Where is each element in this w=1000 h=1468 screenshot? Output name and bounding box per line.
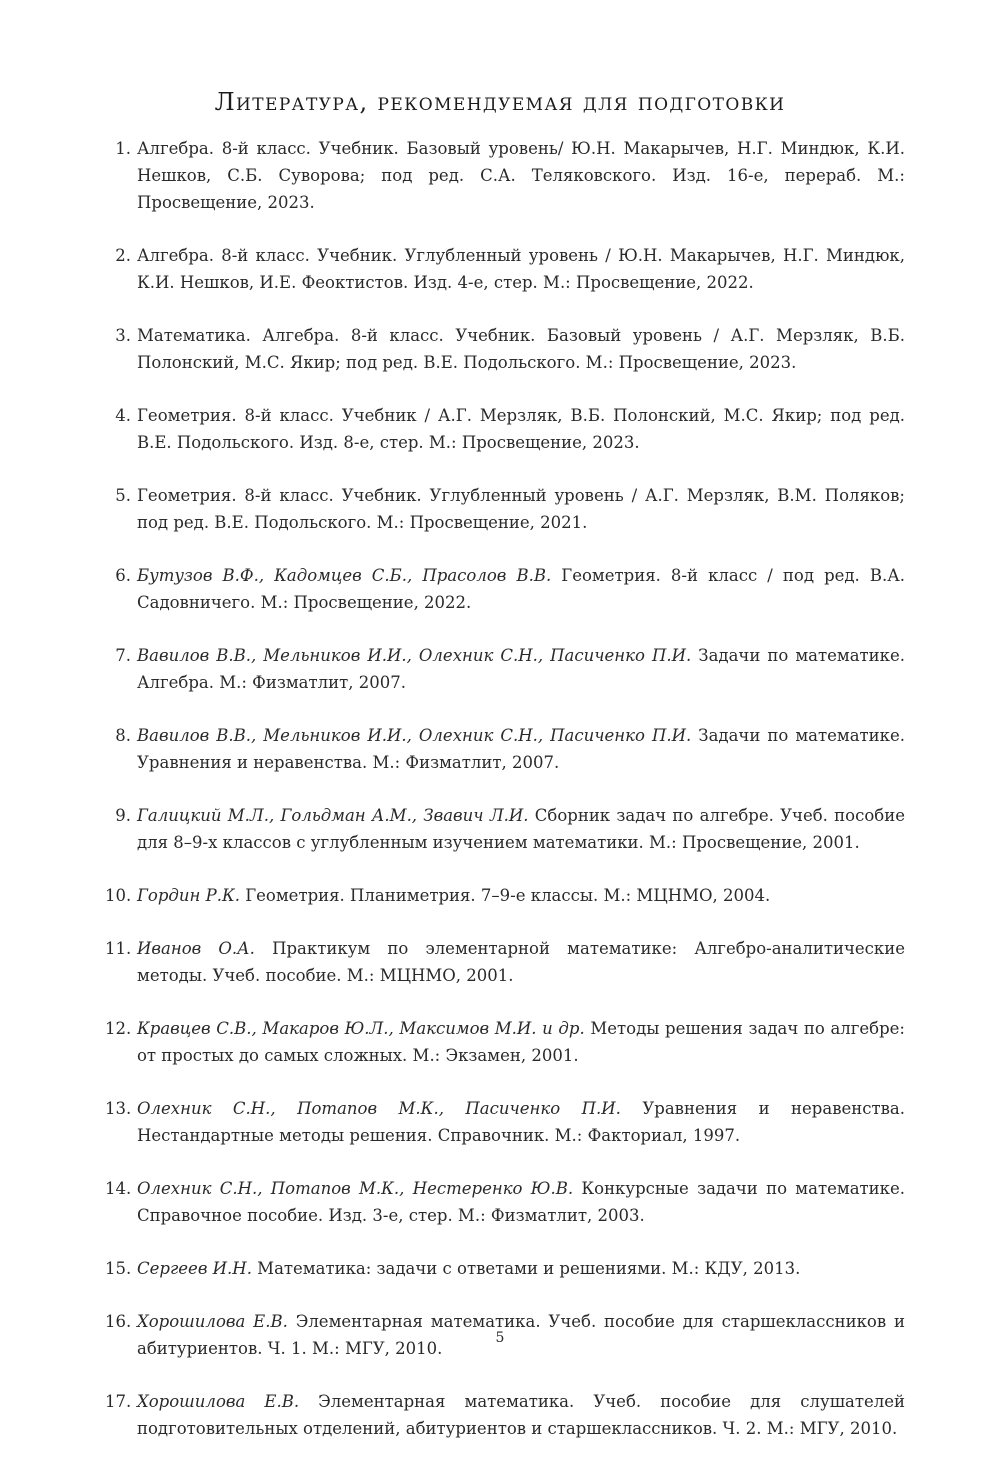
reference-number: 1.	[115, 139, 131, 158]
reference-item	[105, 322, 905, 376]
reference-text: Алгебра. 8-й класс. Учебник. Базовый уровень/ Ю.Н. Макарычев, Н.Г. Миндюк, К.И. Нешков, С.Б. Суворова; под ред. С.А. Теляковского. Изд. 16-е, перераб. М.: Просвещение, 2023.	[137, 139, 905, 212]
reference-text: Элементарная математика. Учеб. пособие для слушателей подготовительных отделений, абитуриентов и старшеклассников. Ч. 2. М.: МГУ, 2010.	[137, 1392, 906, 1438]
reference-text: Сборник задач по алгебре. Учеб. пособие для 8–9-х классов с углубленным изучением математики. М.: Просвещение, 2001.	[137, 806, 905, 852]
reference-number: 10.	[105, 886, 132, 905]
reference-body	[137, 722, 905, 776]
reference-body	[137, 642, 905, 696]
reference-authors: Галицкий М.Л., Гольдман А.М., Звавич Л.И.	[137, 806, 529, 825]
reference-text: Задачи по математике. Алгебра. М.: Физматлит, 2007.	[137, 646, 906, 692]
reference-authors: Олехник С.Н., Потапов М.К., Нестеренко Ю.В.	[137, 1179, 574, 1198]
reference-body	[137, 402, 905, 456]
reference-text: Элементарная математика. Учеб. пособие для старшеклассников и абитуриентов. Ч. 1. М.: МГУ, 2010.	[137, 1312, 906, 1358]
reference-item	[105, 882, 905, 909]
reference-item	[105, 562, 905, 616]
reference-text: Задачи по математике. Уравнения и неравенства. М.: Физматлит, 2007.	[137, 726, 906, 772]
reference-authors: Кравцев С.В., Макаров Ю.Л., Максимов М.И. и др.	[137, 1019, 585, 1038]
reference-text: Геометрия. 8-й класс / под ред. В.А. Садовничего. М.: Просвещение, 2022.	[137, 566, 905, 612]
page-title: Литература, рекомендуемая для подготовки	[214, 88, 786, 116]
reference-authors: Бутузов В.Ф., Кадомцев С.Б., Прасолов В.В.	[137, 566, 552, 585]
reference-body	[137, 1388, 905, 1442]
reference-item	[105, 402, 905, 456]
reference-text: Конкурсные задачи по математике. Справочное пособие. Изд. 3-е, стер. М.: Физматлит, 2003.	[137, 1179, 905, 1225]
reference-number: 16.	[105, 1312, 132, 1331]
reference-number: 11.	[105, 939, 132, 958]
reference-number: 6.	[115, 566, 131, 585]
reference-number: 15.	[105, 1259, 132, 1278]
reference-item	[105, 642, 905, 696]
reference-item	[105, 242, 905, 296]
reference-body	[137, 1095, 905, 1149]
reference-authors: Хорошилова Е.В.	[137, 1392, 300, 1411]
reference-text: Геометрия. Планиметрия. 7–9-е классы. М.: МЦНМО, 2004.	[239, 886, 771, 905]
reference-number: 2.	[115, 246, 131, 265]
reference-text: Методы решения задач по алгебре: от простых до самых сложных. М.: Экзамен, 2001.	[137, 1019, 905, 1065]
page-number: 5	[495, 1330, 505, 1346]
reference-authors: Сергеев И.Н.	[137, 1259, 252, 1278]
reference-item	[105, 722, 905, 776]
reference-body	[137, 135, 905, 216]
reference-authors: Вавилов В.В., Мельников И.И., Олехник С.Н., Пасиченко П.И.	[137, 646, 692, 665]
reference-item	[105, 935, 905, 989]
reference-item	[105, 1255, 905, 1282]
reference-number: 8.	[115, 726, 131, 745]
reference-item	[105, 135, 905, 216]
reference-body	[137, 882, 905, 909]
reference-number: 3.	[115, 326, 131, 345]
reference-authors: Иванов О.А.	[137, 939, 255, 958]
reference-item	[105, 482, 905, 536]
reference-text: Геометрия. 8-й класс. Учебник. Углубленный уровень / А.Г. Мерзляк, В.М. Поляков; под ред. В.Е. Подольского. М.: Просвещение, 2021.	[137, 486, 905, 532]
reference-body	[137, 562, 905, 616]
reference-body	[137, 1175, 905, 1229]
reference-text: Уравнения и неравенства. Нестандартные методы решения. Справочник. М.: Факториал, 1997.	[137, 1099, 906, 1145]
reference-text: Алгебра. 8-й класс. Учебник. Углубленный уровень / Ю.Н. Макарычев, Н.Г. Миндюк, К.И. Нешков, И.Е. Феоктистов. Изд. 4-е, стер. М.: Просвещение, 2022.	[137, 246, 905, 292]
reference-authors: Олехник С.Н., Потапов М.К., Пасиченко П.И.	[137, 1099, 621, 1118]
reference-number: 7.	[115, 646, 131, 665]
reference-body	[137, 802, 905, 856]
reference-text: Математика: задачи с ответами и решениями. М.: КДУ, 2013.	[251, 1259, 801, 1278]
reference-number: 12.	[105, 1019, 132, 1038]
reference-number: 17.	[105, 1392, 132, 1411]
reference-body	[137, 322, 905, 376]
reference-list	[105, 135, 905, 1468]
reference-item	[105, 1015, 905, 1069]
reference-number: 5.	[115, 486, 131, 505]
reference-body	[137, 242, 905, 296]
reference-item	[105, 1095, 905, 1149]
reference-authors: Гордин Р.К.	[137, 886, 240, 905]
reference-item	[105, 802, 905, 856]
reference-text: Геометрия. 8-й класс. Учебник / А.Г. Мерзляк, В.Б. Полонский, М.С. Якир; под ред. В.Е. Подольского. Изд. 8-е, стер. М.: Просвещение, 2023.	[137, 406, 905, 452]
reference-item	[105, 1175, 905, 1229]
reference-authors: Хорошилова Е.В.	[137, 1312, 288, 1331]
reference-text: Практикум по элементарной математике: Алгебро-аналитические методы. Учеб. пособие. М.: МЦНМО, 2001.	[137, 939, 905, 985]
reference-item	[105, 1388, 905, 1442]
reference-number: 13.	[105, 1099, 132, 1118]
reference-body	[137, 1015, 905, 1069]
reference-number: 4.	[115, 406, 131, 425]
reference-number: 9.	[115, 806, 131, 825]
reference-text: Математика. Алгебра. 8-й класс. Учебник. Базовый уровень / А.Г. Мерзляк, В.Б. Полонский, М.С. Якир; под ред. В.Е. Подольского. М.: Просвещение, 2023.	[137, 326, 905, 372]
reference-authors: Вавилов В.В., Мельников И.И., Олехник С.Н., Пасиченко П.И.	[137, 726, 692, 745]
reference-body	[137, 935, 905, 989]
reference-body	[137, 1255, 905, 1282]
reference-body	[137, 482, 905, 536]
reference-number: 14.	[105, 1179, 132, 1198]
